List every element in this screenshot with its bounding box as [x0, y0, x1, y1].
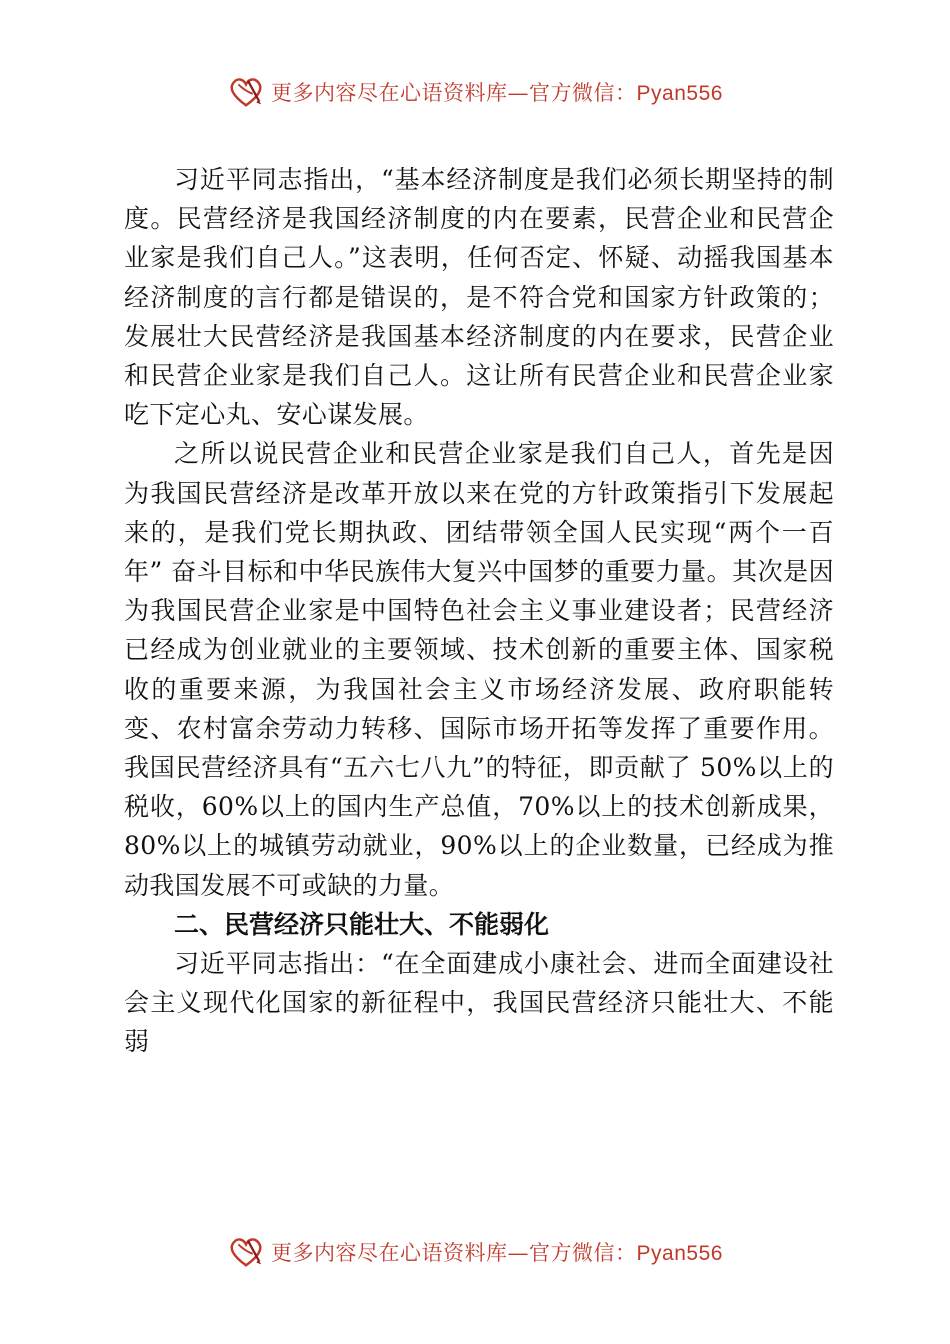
banner-slogan: 更多内容尽在心语资料库—官方微信：	[271, 1241, 637, 1265]
heart-pen-logo-icon	[227, 1233, 265, 1271]
wechat-id: Pyan556	[636, 1242, 723, 1265]
footer-banner	[0, 1228, 950, 1276]
paragraph: 习近平同志指出：“在全面建成小康社会、进而全面建设社会主义现代化国家的新征程中，我国民营经济只能壮大、不能弱	[124, 949, 834, 1057]
paragraph: 习近平同志指出，“基本经济制度是我们必须长期坚持的制度。民营经济是我国经济制度的内在要素，民营企业和民营企业家是我们自己人。”这表明，任何否定、怀疑、动摇我国基本经济制度的言行都是错误的，是不符合党和国家方针政策的；发展壮大民营经济是我国基本经济制度的内在要求，民营企业和民营企业家是我们自己人。这让所有民营企业和民营企业家吃下定心丸、安心谋发展。	[124, 165, 834, 430]
banner-text	[271, 1237, 723, 1267]
header-banner	[0, 68, 950, 116]
wechat-id: Pyan556	[636, 82, 723, 105]
banner-slogan: 更多内容尽在心语资料库—官方微信：	[271, 81, 637, 105]
heart-pen-logo-icon	[227, 73, 265, 111]
banner-text	[271, 77, 723, 107]
document-body	[124, 160, 834, 1062]
paragraph: 之所以说民营企业和民营企业家是我们自己人，首先是因为我国民营经济是改革开放以来在党的方针政策指引下发展起来的，是我们党长期执政、团结带领全国人民实现“两个一百年” 奋斗目标和中华民族伟大复兴中国梦的重要力量。其次是因为我国民营企业家是中国特色社会主义事业建设者；民营经济已经成为创业就业的主要领域、技术创新的重要主体、国家税收的重要来源，为我国社会主义市场经济发展、政府职能转变、农村富余劳动力转移、国际市场开拓等发挥了重要作用。我国民营经济具有“五六七八九”的特征，即贡献了 50%以上的税收，60%以上的国内生产总值，70%以上的技术创新成果，80%以上的城镇劳动就业，90%以上的企业数量，已经成为推动我国发展不可或缺的力量。	[124, 439, 834, 900]
section-heading: 二、民营经济只能壮大、不能弱化	[174, 909, 550, 939]
